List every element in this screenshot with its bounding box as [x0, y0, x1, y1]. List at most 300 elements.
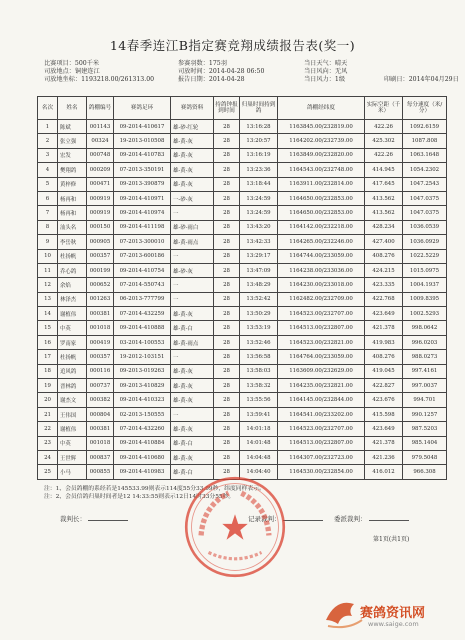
- table-cell: 雄-砂-灰: [171, 263, 214, 277]
- table-cell: 24: [38, 450, 58, 464]
- table-cell: 28: [214, 263, 240, 277]
- table-cell: 一: [171, 350, 214, 364]
- table-cell: 1163845.00/232819.00: [278, 120, 365, 134]
- table-cell: 421.378: [365, 436, 403, 450]
- table-cell: 413.562: [365, 206, 403, 220]
- info-item: 比赛项目：500千米: [44, 60, 100, 67]
- table-cell: 1162482.00/232709.00: [278, 292, 365, 306]
- table-cell: 13:42:33: [240, 235, 278, 249]
- table-cell: 17: [38, 350, 58, 364]
- table-cell: 421.236: [365, 450, 403, 464]
- table-cell: 28: [214, 407, 240, 421]
- table-cell: 1009.8395: [403, 292, 447, 306]
- table-row: [38, 350, 447, 364]
- table-cell: 汕头名: [58, 220, 87, 234]
- table-row: [38, 235, 447, 249]
- info-item: 报告日期：2014-04-28: [178, 76, 245, 83]
- table-cell: 28: [214, 134, 240, 148]
- table-cell: 28: [214, 436, 240, 450]
- column-header: 名次: [38, 97, 58, 120]
- table-cell: 07-2014-432259: [114, 307, 171, 321]
- table-cell: 1164307.00/232723.00: [278, 450, 365, 464]
- table-cell: 09-2014-410974: [114, 206, 171, 220]
- table-row: [38, 436, 447, 450]
- sign-chief-judge: [60, 514, 128, 523]
- report-title: 14春季连江B指定赛竞翔成绩报告表(奖一): [109, 38, 356, 53]
- table-cell: 杜扬帆: [58, 249, 87, 263]
- table-cell: 966.308: [403, 465, 447, 479]
- table-cell: 000209: [87, 163, 114, 177]
- table-cell: 13:53:19: [240, 321, 278, 335]
- table-cell: 997.0037: [403, 379, 447, 393]
- table-row: [38, 307, 447, 321]
- table-cell: 陈斌: [58, 120, 87, 134]
- table-cell: 谢植伟: [58, 422, 87, 436]
- column-header: 赛鸽足环: [114, 97, 171, 120]
- watermark-url: www.saige.com: [368, 620, 419, 628]
- column-header: 归巢时间持到鸽: [240, 97, 278, 120]
- info-item: 参赛羽数：175羽: [178, 60, 227, 67]
- table-cell: 423.676: [365, 393, 403, 407]
- table-cell: 16: [38, 335, 58, 349]
- table-cell: 13:23:36: [240, 163, 278, 177]
- table-cell: 10: [38, 249, 58, 263]
- table-cell: 13:16:28: [240, 120, 278, 134]
- table-cell: 20: [38, 393, 58, 407]
- table-cell: 000382: [87, 393, 114, 407]
- table-cell: 1164523.00/232821.00: [278, 335, 365, 349]
- table-cell: 408.276: [365, 249, 403, 263]
- table-cell: 1087.808: [403, 134, 447, 148]
- table-row: [38, 220, 447, 234]
- table-cell: 09-2014-410884: [114, 436, 171, 450]
- table-cell: 王世辉: [58, 450, 87, 464]
- table-cell: 424.215: [365, 263, 403, 277]
- column-header: 持鸽钟报到时间: [214, 97, 240, 120]
- table-cell: 1164650.00/232853.00: [278, 206, 365, 220]
- table-cell: 000381: [87, 422, 114, 436]
- table-row: [38, 249, 447, 263]
- table-row: [38, 206, 447, 220]
- table-cell: 1164202.00/232739.00: [278, 134, 365, 148]
- table-cell: 13:56:58: [240, 350, 278, 364]
- table-cell: 13:24:59: [240, 191, 278, 205]
- info-left: [44, 60, 154, 84]
- table-cell: 13:24:59: [240, 206, 278, 220]
- table-cell: 小马: [58, 465, 87, 479]
- table-cell: 雄-黄-灰: [171, 163, 214, 177]
- table-cell: 13:20:57: [240, 134, 278, 148]
- table-cell: 415.598: [365, 407, 403, 421]
- table-cell: 09-2013-410829: [114, 379, 171, 393]
- table-cell: 28: [214, 177, 240, 191]
- column-header: 实际空距（千米）: [365, 97, 403, 120]
- watermark-name: 赛鸽资讯网: [360, 606, 426, 621]
- table-row: [38, 163, 447, 177]
- table-cell: 一: [171, 407, 214, 421]
- table-cell: 雄-黄-灰: [171, 134, 214, 148]
- table-cell: 28: [214, 220, 240, 234]
- table-cell: 28: [214, 235, 240, 249]
- table-cell: 28: [214, 206, 240, 220]
- table-cell: 1164513.00/232807.00: [278, 321, 365, 335]
- info-item: 当日天气：晴天: [304, 60, 348, 67]
- table-cell: 996.0203: [403, 335, 447, 349]
- table-cell: 中英: [58, 436, 87, 450]
- table-cell: 28: [214, 249, 240, 263]
- table-cell: 28: [214, 148, 240, 162]
- results-table: [37, 96, 447, 480]
- column-header: 赛鸽资料: [171, 97, 214, 120]
- table-cell: 422.768: [365, 292, 403, 306]
- table-cell: 417.645: [365, 177, 403, 191]
- table-cell: 乔心鸽: [58, 263, 87, 277]
- table-cell: 1004.1937: [403, 278, 447, 292]
- table-cell: 423.649: [365, 307, 403, 321]
- table-cell: 427.400: [365, 235, 403, 249]
- table-cell: 林泽杰: [58, 292, 87, 306]
- table-cell: 000855: [87, 465, 114, 479]
- table-cell: 1163911.00/232814.00: [278, 177, 365, 191]
- table-cell: 1047.2543: [403, 177, 447, 191]
- table-cell: 13:48:29: [240, 278, 278, 292]
- table-cell: 1163849.00/232820.00: [278, 148, 365, 162]
- table-cell: 000357: [87, 350, 114, 364]
- table-row: [38, 450, 447, 464]
- table-cell: 994.701: [403, 393, 447, 407]
- table-cell: 001263: [87, 292, 114, 306]
- table-cell: 09-2014-411198: [114, 220, 171, 234]
- table-cell: 28: [214, 379, 240, 393]
- table-cell: 雄-黄-白: [171, 465, 214, 479]
- table-cell: 雄-黄-灰: [171, 307, 214, 321]
- table-cell: 06-2013-777799: [114, 292, 171, 306]
- table-cell: 1164764.00/233059.00: [278, 350, 365, 364]
- table-cell: 000919: [87, 191, 114, 205]
- table-cell: 12: [38, 278, 58, 292]
- table-cell: 李岳秋: [58, 235, 87, 249]
- table-cell: 28: [214, 422, 240, 436]
- table-cell: 雄-黄-灰: [171, 177, 214, 191]
- table-cell: 1164145.00/232844.00: [278, 393, 365, 407]
- info-item: 司放时间：2014-04-28 06:50: [178, 68, 265, 75]
- table-cell: 422.26: [365, 120, 403, 134]
- table-cell: 000737: [87, 379, 114, 393]
- table-cell: 25: [38, 465, 58, 479]
- table-cell: 414.945: [365, 163, 403, 177]
- column-header: 鸽棚编号: [87, 97, 114, 120]
- table-cell: 雄-黄-灰: [171, 450, 214, 464]
- table-cell: 000381: [87, 307, 114, 321]
- table-cell: 987.5203: [403, 422, 447, 436]
- table-cell: 000837: [87, 450, 114, 464]
- table-cell: 一-砂-灰: [171, 191, 214, 205]
- table-cell: 408.276: [365, 350, 403, 364]
- table-row: [38, 148, 447, 162]
- table-cell: 1164142.00/232218.00: [278, 220, 365, 234]
- table-cell: 28: [214, 450, 240, 464]
- table-cell: 14:01:18: [240, 422, 278, 436]
- table-cell: 000919: [87, 206, 114, 220]
- table-cell: 28: [214, 120, 240, 134]
- table-cell: 07-2014-550743: [114, 278, 171, 292]
- table-row: [38, 321, 447, 335]
- table-cell: 422.827: [365, 379, 403, 393]
- table-cell: 1063.1648: [403, 148, 447, 162]
- table-cell: 1164530.00/232854.00: [278, 465, 365, 479]
- table-cell: 09-2014-410983: [114, 465, 171, 479]
- table-row: [38, 278, 447, 292]
- table-cell: 09-2014-410617: [114, 120, 171, 134]
- table-cell: 1164238.00/233036.00: [278, 263, 365, 277]
- table-cell: 13:55:56: [240, 393, 278, 407]
- table-cell: 一: [171, 249, 214, 263]
- page-number: 第1页(共1页): [373, 536, 410, 543]
- table-cell: 09-2014-410754: [114, 263, 171, 277]
- table-cell: 000199: [87, 263, 114, 277]
- table-cell: 宏发: [58, 148, 87, 162]
- table-cell: 3: [38, 148, 58, 162]
- table-cell: 一: [171, 292, 214, 306]
- table-cell: 罗南家: [58, 335, 87, 349]
- table-cell: 997.4161: [403, 364, 447, 378]
- table-cell: 07-2013-350191: [114, 163, 171, 177]
- sign-appointed-judge: [334, 514, 409, 523]
- table-cell: 1015.0975: [403, 263, 447, 277]
- table-cell: 1164230.00/233018.00: [278, 278, 365, 292]
- table-cell: 1047.0375: [403, 191, 447, 205]
- table-cell: 1164541.00/233202.00: [278, 407, 365, 421]
- table-cell: 416.012: [365, 465, 403, 479]
- info-item: 当日风向：无风: [304, 68, 348, 75]
- table-cell: 晋林鸽: [58, 379, 87, 393]
- table-cell: 一: [171, 206, 214, 220]
- table-cell: 1164744.00/233059.00: [278, 249, 365, 263]
- table-body: [38, 120, 447, 480]
- sign-label: 裁判长：: [60, 515, 86, 523]
- table-cell: 419.983: [365, 335, 403, 349]
- table-cell: 28: [214, 307, 240, 321]
- table-cell: 雄-砂-雨白: [171, 220, 214, 234]
- print-date: 印刷日：2014年04月29日: [384, 76, 459, 83]
- table-cell: 追风鸽: [58, 364, 87, 378]
- table-row: [38, 134, 447, 148]
- table-cell: 雄-黄-灰: [171, 393, 214, 407]
- table-row: [38, 191, 447, 205]
- table-cell: 000116: [87, 364, 114, 378]
- info-right: [304, 60, 347, 84]
- table-cell: 7: [38, 206, 58, 220]
- table-cell: 张立强: [58, 134, 87, 148]
- table-cell: 001018: [87, 436, 114, 450]
- table-cell: 18: [38, 364, 58, 378]
- table-cell: 1164650.00/232853.00: [278, 191, 365, 205]
- table-cell: 09-2013-390879: [114, 177, 171, 191]
- table-cell: 00324: [87, 134, 114, 148]
- table-cell: 1164523.00/232707.00: [278, 422, 365, 436]
- table-cell: 19-2012-103151: [114, 350, 171, 364]
- table-cell: 王伟国: [58, 407, 87, 421]
- table-cell: 02-2013-150555: [114, 407, 171, 421]
- table-cell: 1002.5293: [403, 307, 447, 321]
- column-header: 姓名: [58, 97, 87, 120]
- table-cell: 1164235.00/232821.00: [278, 379, 365, 393]
- table-cell: 1036.0539: [403, 220, 447, 234]
- table-cell: 1092.6159: [403, 120, 447, 134]
- table-cell: 雄-黄-灰: [171, 422, 214, 436]
- table-cell: 13:52:42: [240, 292, 278, 306]
- table-cell: 8: [38, 220, 58, 234]
- table-cell: 000748: [87, 148, 114, 162]
- table-cell: 1: [38, 120, 58, 134]
- table-cell: 雄-黄-白: [171, 436, 214, 450]
- table-cell: 2: [38, 134, 58, 148]
- table-row: [38, 292, 447, 306]
- table-cell: 000804: [87, 407, 114, 421]
- table-cell: 28: [214, 465, 240, 479]
- table-cell: 28: [214, 278, 240, 292]
- table-cell: 001143: [87, 120, 114, 134]
- table-cell: 28: [214, 393, 240, 407]
- table-cell: 余焰: [58, 278, 87, 292]
- info-item: 司放地点：铜建连江: [44, 68, 100, 75]
- table-cell: 000905: [87, 235, 114, 249]
- table-cell: 423.649: [365, 422, 403, 436]
- table-cell: 雄-黄-灰: [171, 148, 214, 162]
- table-cell: 09-2014-410888: [114, 321, 171, 335]
- sign-label: 委派裁判：: [334, 515, 367, 523]
- table-cell: 杨再和: [58, 191, 87, 205]
- table-row: [38, 393, 447, 407]
- table-cell: 19-2013-010508: [114, 134, 171, 148]
- info-middle: [178, 60, 264, 84]
- table-cell: 13:52:46: [240, 335, 278, 349]
- table-cell: 杜扬帆: [58, 350, 87, 364]
- table-cell: 樊翔鸽: [58, 163, 87, 177]
- table-row: [38, 120, 447, 134]
- table-cell: 000471: [87, 177, 114, 191]
- table-header-row: [38, 97, 447, 120]
- table-cell: 28: [214, 292, 240, 306]
- table-cell: 000150: [87, 220, 114, 234]
- table-cell: 07-2013-600186: [114, 249, 171, 263]
- table-cell: 28: [214, 163, 240, 177]
- table-cell: 13:16:19: [240, 148, 278, 162]
- table-cell: 1163609.00/232629.00: [278, 364, 365, 378]
- table-cell: 14:04:48: [240, 450, 278, 464]
- table-cell: 13:50:29: [240, 307, 278, 321]
- table-row: [38, 379, 447, 393]
- table-cell: 13:47:09: [240, 263, 278, 277]
- table-cell: 5: [38, 177, 58, 191]
- table-cell: 09-2014-410323: [114, 393, 171, 407]
- table-cell: 419.045: [365, 364, 403, 378]
- table-cell: 杨再和: [58, 206, 87, 220]
- table-cell: 14:01:48: [240, 436, 278, 450]
- table-cell: 13:58:32: [240, 379, 278, 393]
- table-cell: 13:59:41: [240, 407, 278, 421]
- table-cell: 000419: [87, 335, 114, 349]
- table-cell: 422.26: [365, 148, 403, 162]
- table-cell: 13: [38, 292, 58, 306]
- table-cell: 07-2013-300010: [114, 235, 171, 249]
- table-cell: 03-2014-100553: [114, 335, 171, 349]
- table-cell: 1164265.00/232246.00: [278, 235, 365, 249]
- table-cell: 28: [214, 350, 240, 364]
- table-cell: 雄-黄-雨点: [171, 335, 214, 349]
- table-cell: 000357: [87, 249, 114, 263]
- table-cell: 14:04:40: [240, 465, 278, 479]
- table-row: [38, 407, 447, 421]
- table-row: [38, 177, 447, 191]
- table-cell: 6: [38, 191, 58, 205]
- table-cell: 22: [38, 422, 58, 436]
- table-cell: 13:58:03: [240, 364, 278, 378]
- table-cell: 9: [38, 235, 58, 249]
- table-cell: 黄梓修: [58, 177, 87, 191]
- column-header: 鸽棚经纬度: [278, 97, 365, 120]
- table-cell: 1164513.00/232807.00: [278, 436, 365, 450]
- note-line: 注：1、会员鸽棚的系经若是145533.99则表示114度55分33.99秒，纬度同样表示。: [44, 486, 265, 492]
- table-cell: 雄-黄-灰: [171, 379, 214, 393]
- table-cell: 1054.2302: [403, 163, 447, 177]
- table-cell: 979.5048: [403, 450, 447, 464]
- table-row: [38, 335, 447, 349]
- table-cell: 09-2014-410971: [114, 191, 171, 205]
- sign-label: 记录裁判：: [248, 515, 281, 523]
- table-cell: 988.0273: [403, 350, 447, 364]
- note-line: 注：2、会员信鸽归巢时间者是12 14:33:55则表示12日14时33分55秒。: [44, 494, 235, 500]
- table-cell: 425.302: [365, 134, 403, 148]
- table-cell: 998.0642: [403, 321, 447, 335]
- table-cell: 09-2014-410783: [114, 148, 171, 162]
- info-item: 当日风力：1级: [304, 76, 346, 83]
- table-cell: 13:29:17: [240, 249, 278, 263]
- column-header: 每分速度（米/分）: [403, 97, 447, 120]
- table-cell: 雄-砂-红轮: [171, 120, 214, 134]
- table-cell: 13:43:20: [240, 220, 278, 234]
- table-cell: 谢植伟: [58, 307, 87, 321]
- table-cell: 谢杰文: [58, 393, 87, 407]
- table-cell: 1164523.00/232707.00: [278, 307, 365, 321]
- table-cell: 07-2014-432260: [114, 422, 171, 436]
- table-cell: 09-2013-019263: [114, 364, 171, 378]
- table-cell: 421.378: [365, 321, 403, 335]
- info-item: 司放地坐标：1193218.00/261313.00: [44, 76, 155, 83]
- table-cell: 428.234: [365, 220, 403, 234]
- table-cell: 雄-黄-灰: [171, 364, 214, 378]
- table-cell: 413.562: [365, 191, 403, 205]
- table-cell: 985.1404: [403, 436, 447, 450]
- table-cell: 雄-黄-白: [171, 321, 214, 335]
- table-cell: 4: [38, 163, 58, 177]
- table-cell: 1047.0375: [403, 206, 447, 220]
- table-cell: 11: [38, 263, 58, 277]
- table-cell: 28: [214, 364, 240, 378]
- table-cell: 15: [38, 321, 58, 335]
- table-cell: 28: [214, 321, 240, 335]
- official-seal-stamp: [182, 474, 288, 580]
- table-cell: 990.1257: [403, 407, 447, 421]
- table-cell: 1036.0929: [403, 235, 447, 249]
- table-cell: 中英: [58, 321, 87, 335]
- table-cell: 1164543.00/232748.00: [278, 163, 365, 177]
- table-cell: 1022.5229: [403, 249, 447, 263]
- table-cell: 一: [171, 278, 214, 292]
- table-row: [38, 263, 447, 277]
- table-cell: 雄-黄-雨点: [171, 235, 214, 249]
- table-row: [38, 364, 447, 378]
